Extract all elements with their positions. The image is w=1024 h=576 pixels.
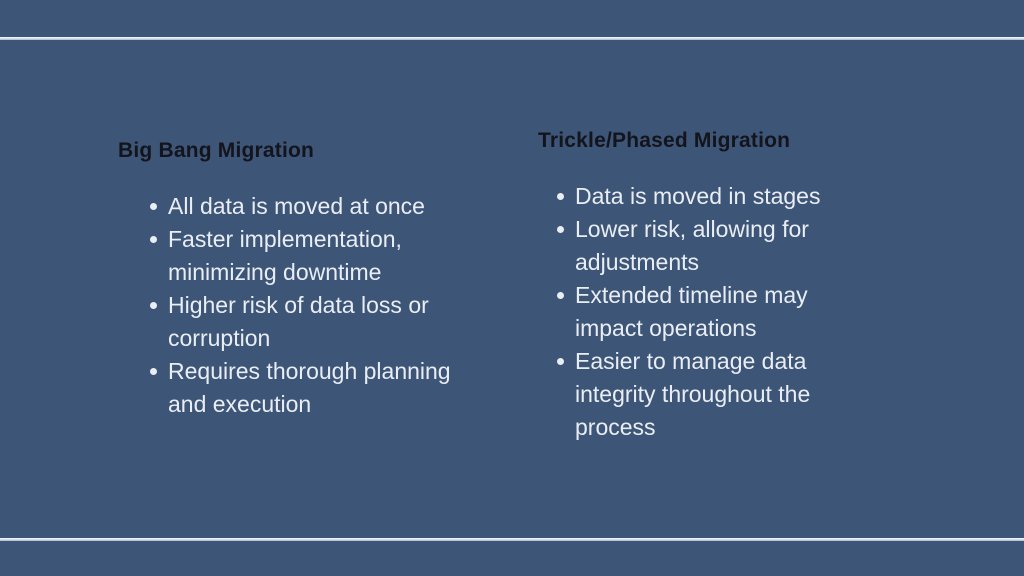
bullet-dot-icon bbox=[557, 226, 564, 233]
bullet-item bbox=[538, 213, 938, 279]
bullet-text: Easier to manage data integrity throughout the process bbox=[575, 348, 811, 440]
bullet-dot-icon bbox=[150, 368, 157, 375]
bullet-text: Data is moved in stages bbox=[575, 183, 821, 209]
big-bang-bullet-list bbox=[118, 190, 518, 421]
bullet-dot-icon bbox=[557, 193, 564, 200]
trickle-phased-bullet-list bbox=[538, 180, 938, 444]
bullet-item bbox=[538, 180, 938, 213]
top-divider-line bbox=[0, 37, 1024, 40]
bullet-dot-icon bbox=[557, 358, 564, 365]
bullet-text: Faster implementation, minimizing downtime bbox=[168, 226, 402, 285]
bullet-item bbox=[118, 289, 518, 355]
big-bang-migration-column bbox=[118, 138, 518, 421]
bullet-item bbox=[118, 355, 518, 421]
trickle-phased-migration-column bbox=[538, 128, 938, 444]
bullet-text: Extended timeline may impact operations bbox=[575, 282, 808, 341]
bottom-divider-line bbox=[0, 538, 1024, 541]
bullet-dot-icon bbox=[150, 203, 157, 210]
bullet-item bbox=[538, 345, 938, 444]
bullet-item bbox=[118, 223, 518, 289]
bullet-item bbox=[538, 279, 938, 345]
column-heading-big-bang: Big Bang Migration bbox=[118, 139, 315, 162]
bullet-text: Higher risk of data loss or corruption bbox=[168, 292, 429, 351]
bullet-dot-icon bbox=[150, 302, 157, 309]
bullet-text: Lower risk, allowing for adjustments bbox=[575, 216, 809, 275]
bullet-dot-icon bbox=[557, 292, 564, 299]
bullet-dot-icon bbox=[150, 236, 157, 243]
bullet-text: Requires thorough planning and execution bbox=[168, 358, 451, 417]
bullet-item bbox=[118, 190, 518, 223]
bullet-text: All data is moved at once bbox=[168, 193, 425, 219]
column-heading-trickle-phased: Trickle/Phased Migration bbox=[538, 129, 791, 152]
